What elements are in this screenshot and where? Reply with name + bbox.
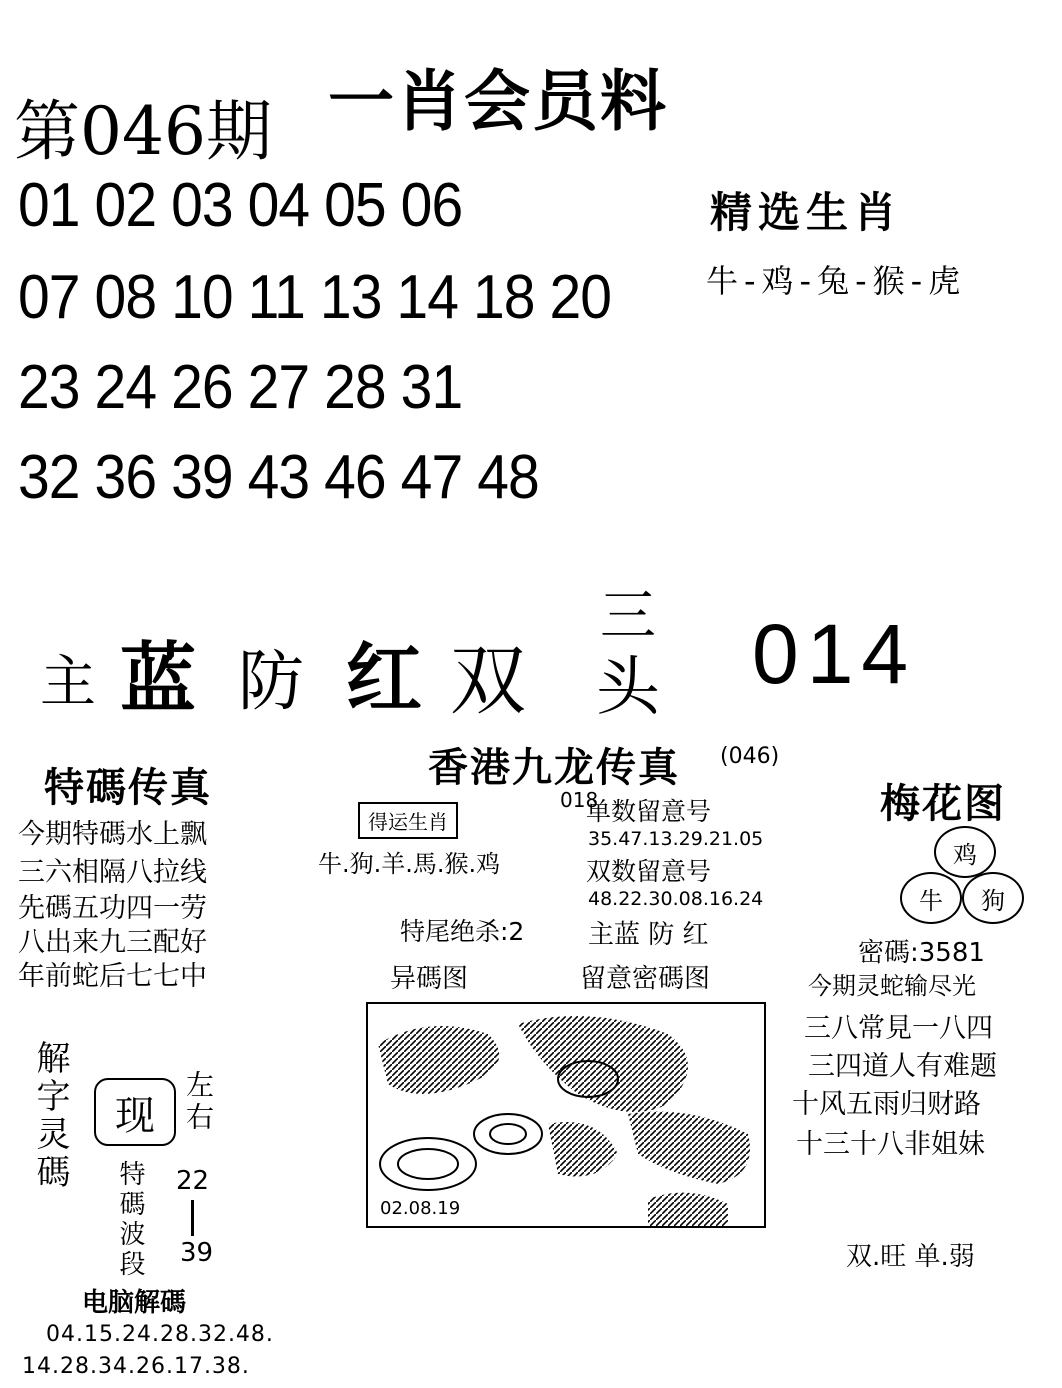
hk-title: 香港九龙传真 (428, 745, 680, 791)
tema-line-1: 今期特碼水上飘 (18, 819, 207, 850)
zhulan: 主蓝 防 红 (588, 920, 709, 950)
diannao-label: 电脑解碼 (82, 1288, 187, 1318)
main-zhu: 主 (40, 650, 96, 715)
tema-line-3: 先碼五功四一劳 (18, 893, 207, 924)
number-row-1: 01 02 03 04 05 06 (18, 171, 463, 240)
danshu-label: 单数留意号 (586, 797, 712, 826)
meihua-circle-dog: 狗 (962, 872, 1024, 924)
meihua-line-3: 三四道人有难题 (808, 1051, 997, 1082)
main-fang: 防 (238, 643, 304, 720)
ink-drawing-icon (368, 1004, 764, 1226)
shuangshu-nums: 48.22.30.08.16.24 (588, 888, 764, 910)
picture-date: 02.08.19 (380, 1198, 461, 1219)
number-row-3: 23 24 26 27 28 31 (18, 353, 463, 422)
issue-number: 第046期 (14, 93, 272, 170)
jiezi-bose-val: 39 (180, 1238, 214, 1268)
hk-issue: (046) (720, 744, 780, 769)
jiezi-divider (191, 1200, 194, 1236)
selected-zodiac-list: 牛-鸡-兔-猴-虎 (706, 262, 967, 300)
main-lan: 蓝 (120, 634, 196, 723)
tema-line-2: 三六相隔八拉线 (18, 857, 207, 888)
meihua-line-4: 十风五雨归财路 (792, 1089, 981, 1120)
danshu-nums: 35.47.13.29.21.05 (588, 828, 764, 850)
meihua-line-1: 今期灵蛇输尽光 (808, 972, 976, 1000)
diannao-row-1: 04.15.24.28.32.48. (46, 1322, 274, 1347)
main-tou: 头 (596, 651, 660, 725)
main-hong: 红 (346, 634, 422, 723)
page-title: 一肖会员料 (328, 63, 668, 140)
yima-label: 异碼图 (390, 964, 469, 994)
meihua-bottom: 双.旺 单.弱 (846, 1242, 975, 1272)
mima: 密碼:3581 (858, 938, 985, 968)
tema-line-4: 八出来九三配好 (18, 927, 207, 958)
meihua-title: 梅花图 (880, 781, 1006, 827)
liuyi-label: 留意密碼图 (580, 964, 711, 994)
number-row-2: 07 08 10 11 13 14 18 20 (18, 263, 612, 332)
jiezi-tema-label: 特碼 (115, 1160, 145, 1220)
meihua-line-5: 十三十八非姐妹 (796, 1129, 985, 1160)
jiezi-bose-label: 波段 (115, 1220, 145, 1280)
deyun-list: 牛.狗.羊.馬.猴.鸡 (318, 850, 501, 878)
meihua-line-2: 三八常見一八四 (804, 1013, 993, 1044)
jiezi-tema-val: 22 (176, 1166, 210, 1196)
jiezi-side: 左右 (182, 1070, 215, 1134)
main-number: 014 (752, 607, 917, 701)
main-shuang: 双 (450, 636, 526, 725)
hk-mark: 018 (560, 788, 599, 812)
deyun-label: 得运生肖 (358, 802, 458, 839)
meihua-circle-ox: 牛 (900, 872, 962, 924)
main-san: 三 (600, 584, 656, 649)
meihua-circle-chicken: 鸡 (934, 826, 996, 878)
tema-line-5: 年前蛇后七七中 (18, 961, 207, 992)
selected-zodiac-title: 精选生肖 (710, 188, 903, 237)
tewei: 特尾绝杀:2 (400, 917, 525, 946)
tema-title: 特碼传真 (44, 765, 212, 811)
number-row-4: 32 36 39 43 46 47 48 (18, 443, 539, 512)
jiezi-char-box: 现 (94, 1078, 176, 1146)
jiezi-title: 解字灵碼 (30, 1040, 70, 1192)
diannao-row-2: 14.28.34.26.17.38. (22, 1354, 250, 1379)
shuangshu-label: 双数留意号 (586, 857, 712, 886)
code-picture (366, 1002, 766, 1228)
